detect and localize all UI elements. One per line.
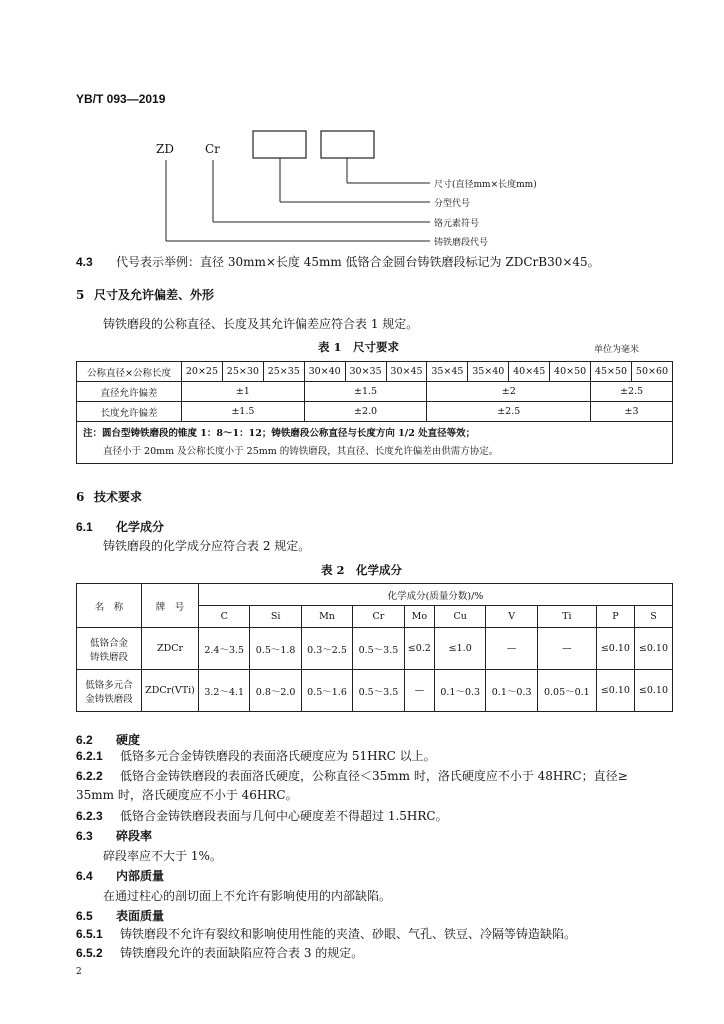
table-cell: 3.2～4.1 <box>199 670 250 712</box>
table-cell: ±1 <box>182 382 305 402</box>
table-cell: 25×30 <box>222 362 263 382</box>
section-text: 铸铁磨段允许的表面缺陷应符合表 3 的规定。 <box>120 946 364 960</box>
table-cell: 0.8～2.0 <box>250 670 301 712</box>
diagram-element: Cr <box>205 142 220 156</box>
table-cell: 35×40 <box>468 362 509 382</box>
section-text: 代号表示举例：直径 30mm×长度 45mm 低铬合金圆台铸铁磨段标记为 ZDCrB30×45。 <box>116 255 600 269</box>
table-cell: ±3 <box>591 402 673 422</box>
page-number: 2 <box>76 967 82 977</box>
table-cell: ≤0.10 <box>596 670 634 712</box>
section-number: 6.1 <box>76 520 93 534</box>
section-6-4-heading <box>76 867 164 884</box>
section-number: 6.3 <box>76 829 93 843</box>
table-row <box>77 382 673 402</box>
table-cell: ±1.5 <box>304 382 427 402</box>
table-header: Si <box>250 606 301 628</box>
table-cell: ±2.5 <box>427 402 591 422</box>
section-title: 化学成分 <box>116 520 165 534</box>
designation-diagram <box>0 0 724 260</box>
section-title: 技术要求 <box>94 490 143 504</box>
table-cell: ±2.0 <box>304 402 427 422</box>
row-name-line1: 低铬多元合 <box>85 679 133 691</box>
diagram-label-size: 尺寸(直径mm×长度mm) <box>434 180 537 190</box>
table-cell: ≤0.10 <box>634 670 672 712</box>
table1-note <box>77 422 673 464</box>
table-cell: ±2 <box>427 382 591 402</box>
table-cell <box>77 670 142 712</box>
table-header: 牌 号 <box>142 584 199 628</box>
table-row <box>77 402 673 422</box>
table-header: 化学成分(质量分数)/% <box>199 584 673 606</box>
table-cell: — <box>404 670 434 712</box>
table-cell: 25×35 <box>263 362 304 382</box>
table-cell: 40×50 <box>550 362 591 382</box>
section-6-4-text: 在通过柱心的剖切面上不允许有影响使用的内部缺陷。 <box>103 889 392 903</box>
table-cell: ±1.5 <box>182 402 305 422</box>
section-number: 6.2.3 <box>76 809 103 823</box>
table-cell: ≤0.2 <box>404 628 434 670</box>
table-row <box>77 584 673 606</box>
table-cell: 0.5～3.5 <box>353 670 404 712</box>
section-text: 低铬合金铸铁磨段表面与几何中心硬度差不得超过 1.5HRC。 <box>120 809 448 823</box>
table-header: Mo <box>404 606 434 628</box>
section-title: 表面质量 <box>116 909 165 923</box>
table-cell: 50×60 <box>631 362 672 382</box>
section-number: 4.3 <box>76 255 93 269</box>
row-name-line2: 金铸铁磨段 <box>85 693 133 705</box>
section-number: 5 <box>76 288 85 302</box>
table-header: V <box>486 606 537 628</box>
table-cell: 30×40 <box>304 362 345 382</box>
table-header: C <box>199 606 250 628</box>
section-6-heading <box>76 488 142 505</box>
section-title: 碎段率 <box>116 829 153 843</box>
section-6-1-heading <box>76 518 164 535</box>
table2 <box>76 583 673 712</box>
table-cell: ZDCr <box>142 628 199 670</box>
section-6-3-text: 碎段率应不大于 1%。 <box>103 849 222 863</box>
section-number: 6.5.1 <box>76 927 103 941</box>
type-box <box>321 131 374 158</box>
table-header: 公称直径×公称长度 <box>77 362 182 382</box>
section-6-2-3 <box>76 808 448 824</box>
section-5-text: 铸铁磨段的公称直径、长度及其允许偏差应符合表 1 规定。 <box>103 317 419 331</box>
section-number: 6.2.2 <box>76 769 103 783</box>
table-cell: 30×45 <box>386 362 427 382</box>
section-6-2-2 <box>76 768 676 803</box>
table-cell: — <box>537 628 596 670</box>
table-header: Cu <box>435 606 486 628</box>
section-number: 6.2 <box>76 733 93 747</box>
table-cell: ≤1.0 <box>435 628 486 670</box>
section-title: 尺寸及允许偏差、外形 <box>94 288 215 302</box>
table-row <box>77 422 673 464</box>
diagram-prefix: ZD <box>156 142 174 156</box>
section-text-line1: 低铬合金铸铁磨段的表面洛氏硬度，公称直径＜35mm 时，洛氏硬度应不小于 48HRC；直径≥ <box>120 769 628 783</box>
table-cell: 0.1～0.3 <box>435 670 486 712</box>
table-header: P <box>596 606 634 628</box>
section-6-5-heading <box>76 907 164 924</box>
table-cell: — <box>486 628 537 670</box>
section-4-3 <box>76 254 600 270</box>
table-header: Cr <box>353 606 404 628</box>
section-6-2-1 <box>76 748 436 764</box>
size-box <box>253 131 306 158</box>
section-number: 6.5 <box>76 909 93 923</box>
table-cell: ≤0.10 <box>596 628 634 670</box>
section-6-1-text: 铸铁磨段的化学成分应符合表 2 规定。 <box>103 539 311 553</box>
section-number: 6.2.1 <box>76 749 103 763</box>
section-text-line2: 35mm 时，洛氏硬度应不小于 46HRC。 <box>76 788 298 802</box>
table-row <box>77 670 673 712</box>
table-row <box>77 362 673 382</box>
diagram-label-type: 分型代号 <box>434 199 471 209</box>
table-cell: 0.5～1.8 <box>250 628 301 670</box>
table-cell <box>77 628 142 670</box>
section-text: 铸铁磨段不允许有裂纹和影响使用性能的夹渣、砂眼、气孔、铁豆、冷隔等铸造缺陷。 <box>120 927 577 941</box>
table-cell: 0.1～0.3 <box>486 670 537 712</box>
table-cell: 0.05～0.1 <box>537 670 596 712</box>
table-cell: 2.4～3.5 <box>199 628 250 670</box>
table1-title: 表 1 尺寸要求 <box>318 340 400 354</box>
section-6-5-1 <box>76 926 576 942</box>
diagram-label-code: 铸铁磨段代号 <box>434 238 489 248</box>
document-header: YB/T 093—2019 <box>76 92 166 106</box>
table-cell: 45×50 <box>591 362 632 382</box>
table-cell: 0.5～3.5 <box>353 628 404 670</box>
table-cell: 0.5～1.6 <box>301 670 352 712</box>
table-row <box>77 628 673 670</box>
section-title: 内部质量 <box>116 869 165 883</box>
table1-note-line1: 注：圆台型铸铁磨段的锥度 1：8～1：12；铸铁磨段公称直径与长度方向 1/2 处直径等效； <box>83 427 476 439</box>
table-cell: 20×25 <box>182 362 223 382</box>
table-cell: 35×45 <box>427 362 468 382</box>
section-number: 6.4 <box>76 869 93 883</box>
table-cell: ≤0.10 <box>634 628 672 670</box>
section-number: 6.5.2 <box>76 946 103 960</box>
table-cell: ZDCr(VTi) <box>142 670 199 712</box>
row-name-line1: 低铬合金 <box>89 637 128 649</box>
section-6-3-heading <box>76 827 152 844</box>
table2-title: 表 2 化学成分 <box>321 563 403 577</box>
section-6-2-heading <box>76 731 140 748</box>
row-name-line2: 铸铁磨段 <box>89 651 128 663</box>
section-title: 硬度 <box>116 733 141 747</box>
section-6-5-2 <box>76 945 363 961</box>
table-header: 直径允许偏差 <box>77 382 182 402</box>
section-text: 低铬多元合金铸铁磨段的表面洛氏硬度应为 51HRC 以上。 <box>120 749 436 763</box>
table-cell: ±2.5 <box>591 382 673 402</box>
diagram-label-element: 铬元素符号 <box>434 219 480 229</box>
table-cell: 0.3～2.5 <box>301 628 352 670</box>
table1-unit: 单位为毫米 <box>594 345 640 355</box>
table-cell: 40×45 <box>509 362 550 382</box>
table-header: 名 称 <box>77 584 142 628</box>
table-header: Mn <box>301 606 352 628</box>
table-cell: 30×35 <box>345 362 386 382</box>
table-header: 长度允许偏差 <box>77 402 182 422</box>
table1 <box>76 361 673 464</box>
table-header: S <box>634 606 672 628</box>
section-number: 6 <box>76 490 85 504</box>
table1-note-line2: 直径小于 20mm 及公称长度小于 25mm 的铸铁磨段，其直径、长度允许偏差由供需方协定。 <box>103 445 499 457</box>
section-5-heading <box>76 286 214 303</box>
table-header: Ti <box>537 606 596 628</box>
